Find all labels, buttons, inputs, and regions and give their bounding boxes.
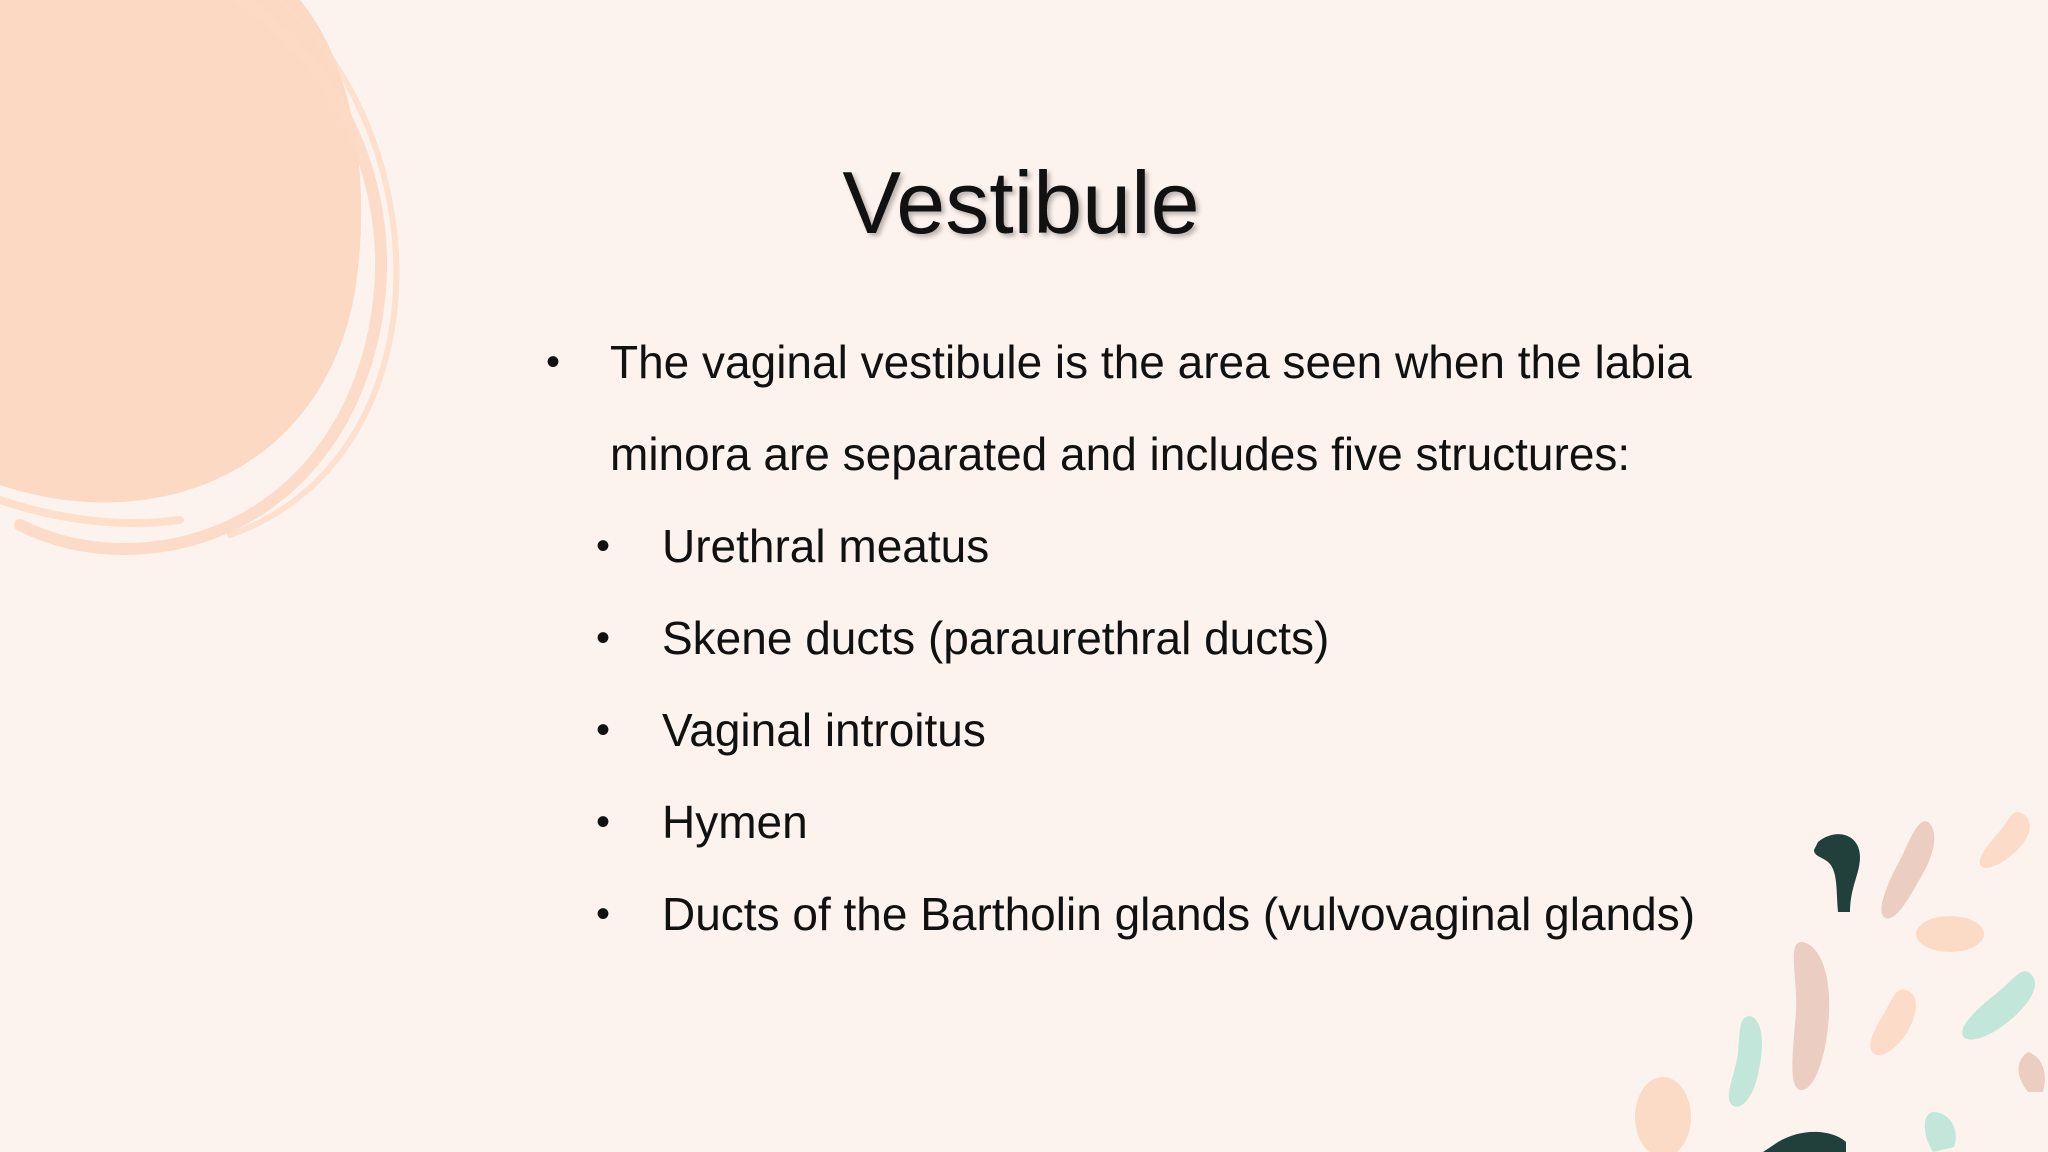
slide-title: Vestibule bbox=[842, 153, 1200, 252]
bullet-icon: • bbox=[596, 616, 611, 660]
sub-bullet-text: Ducts of the Bartholin glands (vulvovaginal glands) bbox=[662, 888, 1696, 940]
bullet-icon: • bbox=[596, 892, 611, 936]
sub-bullet-item-skene-ducts bbox=[540, 592, 1840, 684]
sub-bullet-text: Vaginal introitus bbox=[662, 704, 986, 756]
sub-bullet-text: Urethral meatus bbox=[662, 520, 990, 572]
bullet-icon: • bbox=[596, 800, 611, 844]
sub-bullet-text: Skene ducts (paraurethral ducts) bbox=[662, 612, 1330, 664]
bullet-icon: • bbox=[546, 340, 561, 384]
peach-brush-circle-decoration bbox=[0, 0, 420, 560]
sub-bullet-item-bartholin-ducts bbox=[540, 868, 1840, 960]
bullet-icon: • bbox=[596, 708, 611, 752]
sub-bullet-item-urethral-meatus bbox=[540, 500, 1840, 592]
bullet-list bbox=[540, 316, 1840, 960]
sub-bullet-item-vaginal-introitus bbox=[540, 684, 1840, 776]
bullet-icon: • bbox=[596, 524, 611, 568]
main-bullet-item bbox=[540, 316, 1840, 500]
sub-bullet-text: Hymen bbox=[662, 796, 808, 848]
sub-bullet-item-hymen bbox=[540, 776, 1840, 868]
main-bullet-text: The vaginal vestibule is the area seen when the labia minora are separated and includes five structures: bbox=[610, 336, 1692, 480]
